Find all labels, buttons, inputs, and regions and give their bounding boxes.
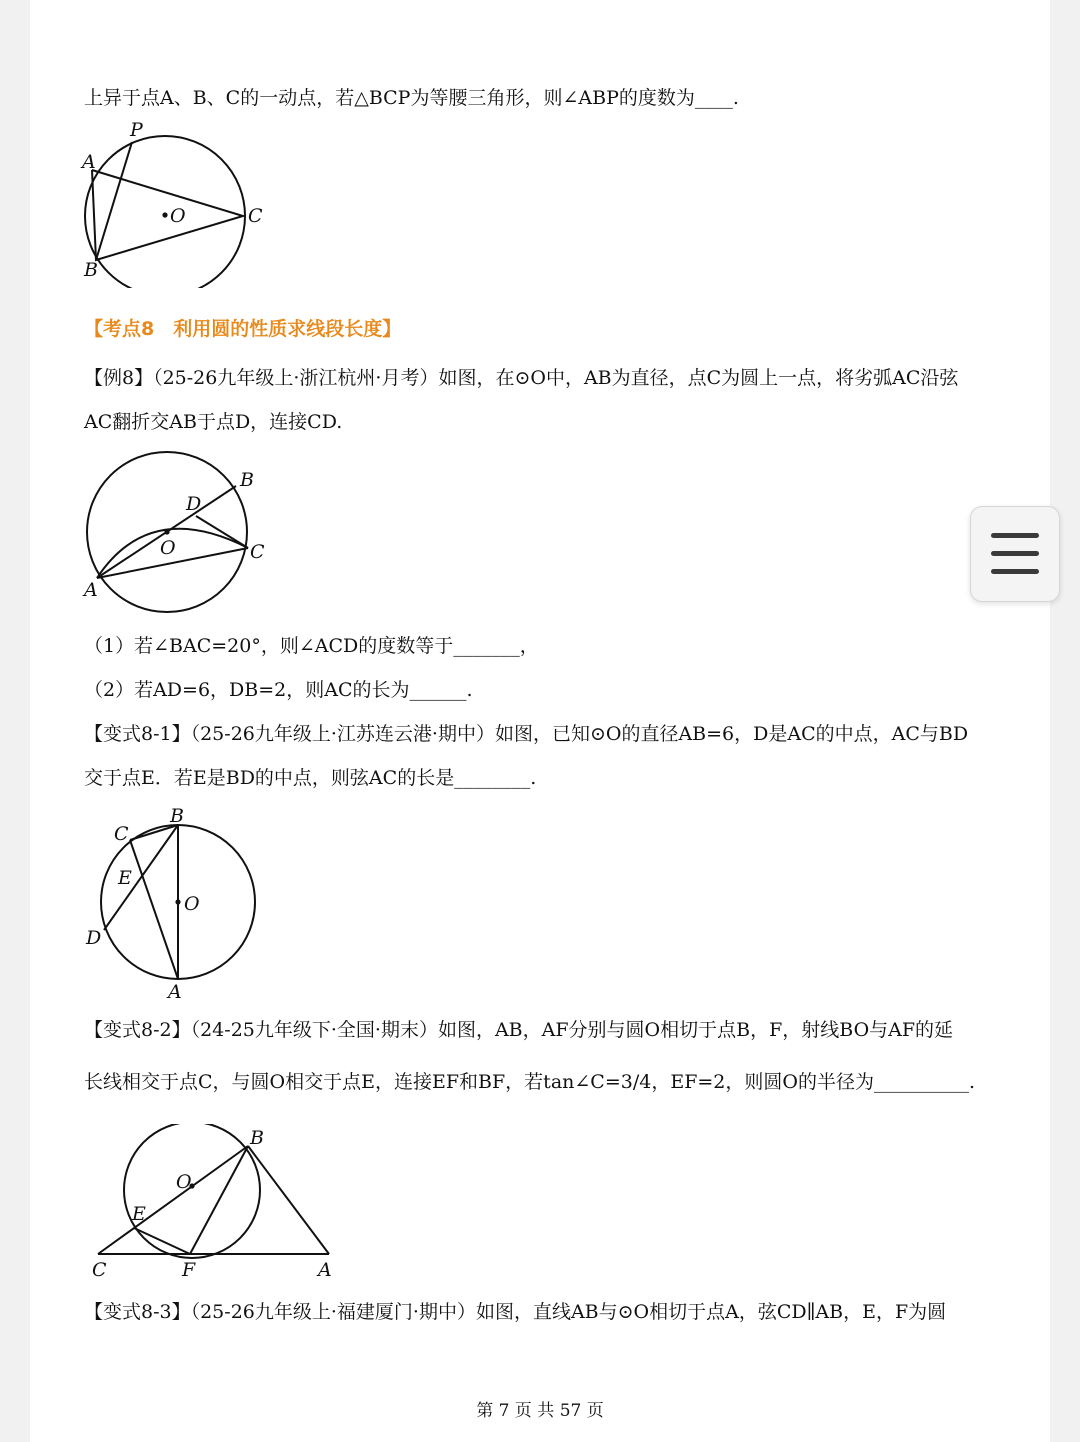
label-o: O (170, 205, 186, 227)
label-p: P (130, 119, 143, 141)
label-o: O (184, 893, 200, 915)
section-heading: 【考点8 利用圆的性质求线段长度】 (84, 318, 402, 340)
problem-text-line: 上异于点A、B、C的一动点，若△BCP为等腰三角形，则∠ABP的度数为____. (84, 87, 739, 109)
hamburger-menu-button[interactable] (970, 506, 1060, 602)
label-f: F (182, 1259, 196, 1280)
label-c: C (248, 205, 263, 227)
label-a: A (168, 981, 182, 1003)
label-e: E (118, 867, 132, 889)
label-a: A (82, 151, 96, 173)
hamburger-menu-icon-bar (991, 551, 1039, 556)
figure-circle-triangle-bcp (70, 112, 290, 288)
label-d: D (186, 493, 202, 515)
label-c: C (114, 823, 129, 845)
example-8-line-1: 【例8】（25-26九年级上·浙江杭州·月考）如图，在⊙O中，AB为直径，点C为圆上一点，将劣弧AC沿弦 (84, 367, 959, 389)
label-o: O (160, 537, 176, 559)
label-a: A (84, 579, 98, 601)
label-d: D (86, 927, 102, 949)
hamburger-menu-icon (991, 533, 1039, 538)
example-8-line-2: AC翻折交AB于点D，连接CD. (84, 411, 343, 433)
variant-8-2-line-1: 【变式8-2】（24-25九年级下·全国·期末）如图，AB，AF分别与圆O相切于点B，F，射线BO与AF的延 (84, 1019, 954, 1041)
figure-chord-midpoint (80, 800, 270, 1004)
figure-folded-arc (70, 446, 290, 616)
label-b: B (84, 259, 98, 281)
variant-8-1-line-2: 交于点E．若E是BD的中点，则弦AC的长是________. (84, 767, 537, 789)
figure-tangent-lines (88, 1124, 348, 1280)
variant-8-1-line-1: 【变式8-1】（25-26九年级上·江苏连云港·期中）如图，已知⊙O的直径AB=6，D是AC的中点，AC与BD (84, 723, 969, 745)
label-b: B (170, 805, 184, 827)
variant-8-3-line-1: 【变式8-3】（25-26九年级上·福建厦门·期中）如图，直线AB与⊙O相切于点A，弦CD∥AB，E，F为圆 (84, 1301, 947, 1323)
page-number-footer: 第 7 页 共 57 页 (476, 1401, 604, 1421)
label-b: B (250, 1127, 264, 1149)
label-e: E (132, 1203, 146, 1225)
question-2: （2）若AD=6，DB=2，则AC的长为______. (84, 679, 473, 701)
label-c: C (92, 1259, 107, 1280)
label-c: C (250, 541, 265, 563)
question-1: （1）若∠BAC=20°，则∠ACD的度数等于_______， (84, 635, 539, 657)
variant-8-2-line-2: 长线相交于点C，与圆O相交于点E，连接EF和BF，若tan∠C=3/4，EF=2，则圆O的半径为__________. (84, 1071, 976, 1093)
label-a: A (318, 1259, 332, 1280)
hamburger-menu-icon-bar (991, 569, 1039, 574)
label-o: O (176, 1171, 192, 1193)
label-b: B (240, 469, 254, 491)
